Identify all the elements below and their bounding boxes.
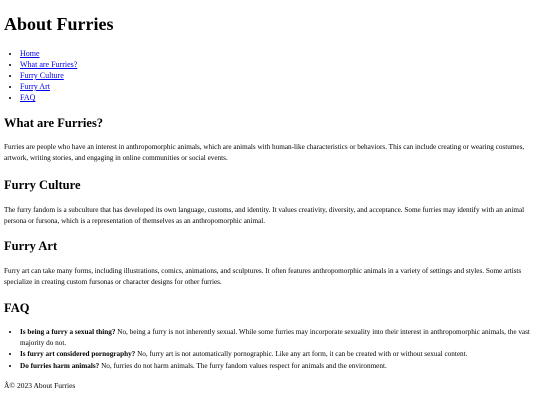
section-text-what: Furries are people who have an interest in anthropomorphic animals, which are animals with human-like characteristics or behaviors. This can include creating or wearing costumes, artwork, writing stories, and engaging in online communities or social events. <box>4 143 525 162</box>
faq-answer: No, furries do not harm animals. The furry fandom values respect for animals and the environment. <box>99 361 387 370</box>
faq-answer: No, being a furry is not inherently sexual. While some furries may incorporate sexuality into their interest in anthropomorphic animals, the vast majority do not. <box>20 328 530 347</box>
nav-link-faq[interactable]: FAQ <box>20 93 36 102</box>
nav-item-what-are-furries <box>20 59 77 70</box>
footer <box>4 381 75 391</box>
nav-link-what-are-furries[interactable]: What are Furries? <box>20 60 78 69</box>
faq-item <box>20 361 540 372</box>
section-heading-art: Furry Art <box>4 239 58 253</box>
nav-item-faq <box>20 92 77 103</box>
page-title: About Furries <box>4 14 114 34</box>
nav-link-furry-culture[interactable]: Furry Culture <box>20 71 64 80</box>
faq-answer: No, furry art is not automatically pornographic. Like any art form, it can be created with or without sexual content. <box>135 350 468 358</box>
section-text-culture: The furry fandom is a subculture that has developed its own language, customs, and identity. It values creativity, diversity, and acceptance. Some furries may identify with an animal persona or fursona, which is a representation of themselves as an anthropomorphic animal. <box>4 206 525 225</box>
faq-list <box>4 327 540 372</box>
nav-item-furry-culture <box>20 70 77 81</box>
nav-link-home[interactable]: Home <box>20 49 40 58</box>
faq-question: Is furry art considered pornography? <box>20 350 136 358</box>
section-heading-faq: FAQ <box>4 301 30 315</box>
faq-question: Is being a furry a sexual thing? <box>20 328 116 336</box>
section-heading-culture: Furry Culture <box>4 178 81 192</box>
section-heading-what: What are Furries? <box>4 116 104 130</box>
faq-item <box>20 327 540 348</box>
faq-item <box>20 349 540 360</box>
section-text-art: Furry art can take many forms, including illustrations, comics, animations, and sculptures. It often features anthropomorphic animals in a variety of settings and styles. Some artists specialize in creating custom fursonas or character designs for other furries. <box>4 267 522 286</box>
nav-item-home <box>20 48 77 59</box>
nav-item-furry-art <box>20 81 77 92</box>
copyright-text: Â© 2023 About Furries <box>4 381 76 390</box>
nav-list <box>4 48 77 103</box>
faq-question: Do furries harm animals? <box>20 361 100 370</box>
nav-link-furry-art[interactable]: Furry Art <box>20 82 50 91</box>
